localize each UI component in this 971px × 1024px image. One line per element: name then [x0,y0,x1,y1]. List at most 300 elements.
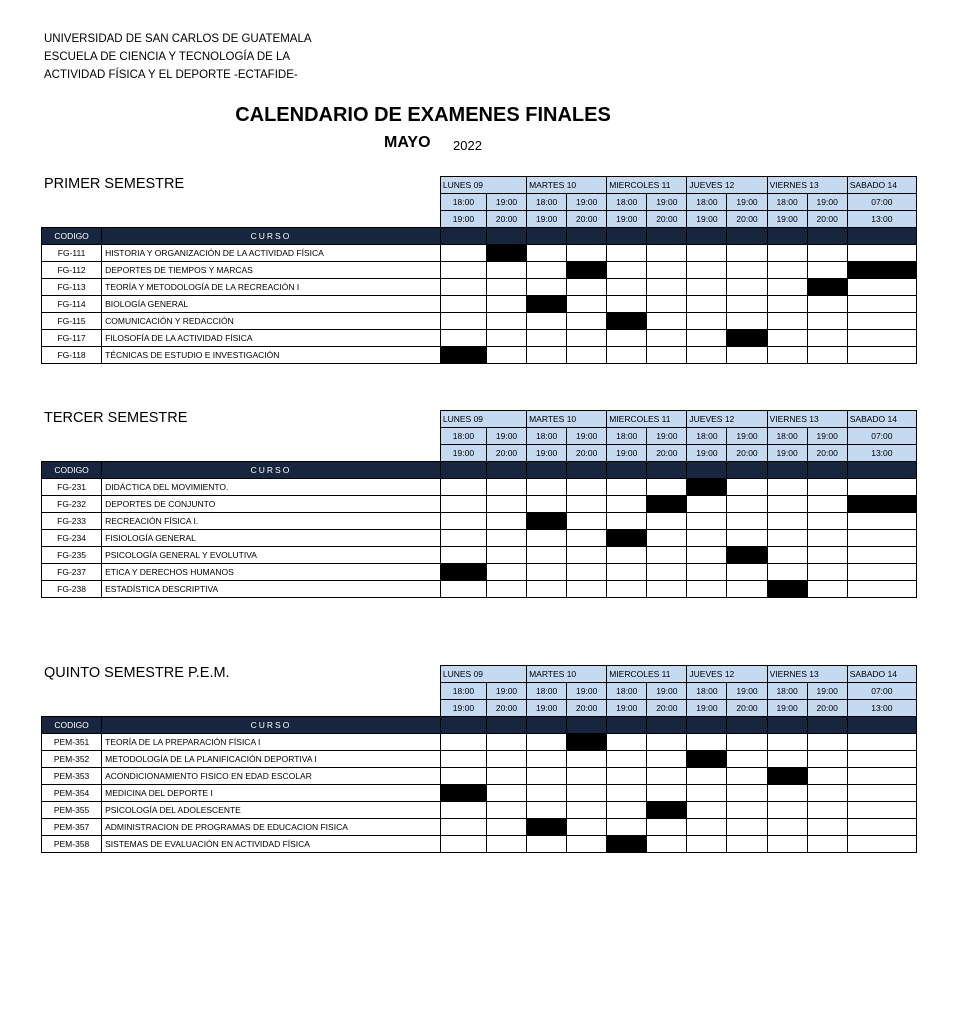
end-time-cell: 20:00 [486,700,526,717]
start-time-cell: 07:00 [847,428,916,445]
exam-slot [767,530,807,547]
exam-slot [727,296,767,313]
blank-cell [42,666,441,683]
exam-slot [647,734,687,751]
exam-slot [440,819,486,836]
day-header: LUNES 09 [440,666,526,683]
start-time-cell: 19:00 [727,428,767,445]
course-row [42,547,917,564]
start-time-cell: 19:00 [727,683,767,700]
header-slot-cell [567,717,607,734]
exam-slot [767,785,807,802]
start-time-cell: 18:00 [687,428,727,445]
column-header-row [42,228,917,245]
exam-slot [847,347,916,364]
exam-slot [767,564,807,581]
exam-slot [727,819,767,836]
exam-slot-marked [440,785,486,802]
end-time-cell: 20:00 [647,445,687,462]
exam-slot [727,751,767,768]
column-header-row [42,462,917,479]
course-name: MEDICINA DEL DEPORTE I [102,785,441,802]
end-time-cell: 20:00 [486,211,526,228]
course-code: FG-113 [42,279,102,296]
exam-slot-marked [607,530,647,547]
header-slot-cell [440,228,486,245]
exam-slot [687,496,727,513]
start-time-cell: 18:00 [527,428,567,445]
exam-slot [607,513,647,530]
exam-slot [807,581,847,598]
blank-cell [42,411,441,428]
exam-slot [567,313,607,330]
exam-slot [486,734,526,751]
header-slot-cell [567,462,607,479]
exam-slot [440,581,486,598]
exam-slot [486,530,526,547]
exam-slot [567,547,607,564]
header-slot-cell [767,717,807,734]
blank-cell [42,700,441,717]
exam-slot [527,785,567,802]
header-slot-cell [607,717,647,734]
exam-slot [567,330,607,347]
exam-slot [527,245,567,262]
exam-slot [807,313,847,330]
course-code: PEM-357 [42,819,102,836]
exam-slot [767,347,807,364]
exam-slot-marked [486,245,526,262]
blank-cell [42,683,441,700]
exam-slot [486,768,526,785]
exam-slot [807,836,847,853]
exam-slot [567,296,607,313]
exam-schedule-table [41,176,917,364]
exam-slot [767,479,807,496]
start-time-cell: 18:00 [607,428,647,445]
course-name: PSICOLOGÍA GENERAL Y EVOLUTIVA [102,547,441,564]
exam-slot [847,513,916,530]
start-time-row [42,428,917,445]
end-time-cell: 13:00 [847,700,916,717]
end-time-cell: 19:00 [440,211,486,228]
end-time-cell: 13:00 [847,445,916,462]
start-time-cell: 19:00 [727,194,767,211]
exam-slot-marked [567,734,607,751]
semester-title: QUINTO SEMESTRE P.E.M. [44,665,230,681]
course-name: HISTORIA Y ORGANIZACIÓN DE LA ACTIVIDAD FÍSICA [102,245,441,262]
exam-slot [607,347,647,364]
course-code: PEM-353 [42,768,102,785]
course-code: FG-112 [42,262,102,279]
exam-slot [847,245,916,262]
course-name: METODOLOGÍA DE LA PLANIFICACIÓN DEPORTIVA I [102,751,441,768]
exam-slot [727,313,767,330]
exam-schedule-table [41,665,917,853]
exam-slot [767,734,807,751]
exam-slot [607,279,647,296]
exam-slot [567,530,607,547]
course-code: PEM-358 [42,836,102,853]
course-code: FG-118 [42,347,102,364]
exam-slot [440,496,486,513]
header-slot-cell [847,462,916,479]
exam-slot-marked [647,496,687,513]
start-time-cell: 19:00 [647,428,687,445]
exam-slot [767,262,807,279]
course-name: FISIOLOGÍA GENERAL [102,530,441,547]
exam-slot [527,330,567,347]
exam-slot [687,802,727,819]
course-row [42,802,917,819]
exam-slot [647,547,687,564]
exam-slot-marked [767,581,807,598]
exam-slot-marked [440,564,486,581]
end-time-cell: 20:00 [567,445,607,462]
exam-slot [847,751,916,768]
exam-slot [440,279,486,296]
exam-slot [440,313,486,330]
day-header: MARTES 10 [527,411,607,428]
start-time-cell: 19:00 [807,194,847,211]
exam-slot [527,479,567,496]
start-time-cell: 19:00 [647,194,687,211]
end-time-cell: 19:00 [527,211,567,228]
exam-slot [607,330,647,347]
exam-slot [687,313,727,330]
header-slot-cell [687,462,727,479]
course-code: FG-115 [42,313,102,330]
exam-slot [527,530,567,547]
start-time-cell: 19:00 [486,683,526,700]
exam-slot [727,564,767,581]
exam-slot [607,262,647,279]
end-time-cell: 19:00 [767,211,807,228]
day-header: JUEVES 12 [687,411,767,428]
start-time-cell: 19:00 [807,428,847,445]
course-code: FG-231 [42,479,102,496]
start-time-cell: 18:00 [440,428,486,445]
start-time-row [42,194,917,211]
header-slot-cell [727,228,767,245]
exam-slot [486,330,526,347]
exam-slot [847,581,916,598]
header-slot-cell [807,717,847,734]
header-slot-cell [527,462,567,479]
exam-slot [847,768,916,785]
course-row [42,496,917,513]
exam-slot [807,768,847,785]
code-header: CODIGO [42,462,102,479]
header-slot-cell [440,717,486,734]
blank-cell [42,194,441,211]
header-slot-cell [767,462,807,479]
end-time-cell: 19:00 [607,700,647,717]
course-row [42,262,917,279]
exam-slot [440,296,486,313]
exam-slot [486,313,526,330]
exam-slot [527,313,567,330]
semester-title: PRIMER SEMESTRE [44,176,185,192]
exam-slot [440,262,486,279]
course-row [42,296,917,313]
day-header: LUNES 09 [440,177,526,194]
header-slot-cell [727,717,767,734]
end-time-cell: 19:00 [440,700,486,717]
exam-slot [687,245,727,262]
exam-slot [527,279,567,296]
course-name: ETICA Y DERECHOS HUMANOS [102,564,441,581]
exam-slot [847,802,916,819]
exam-slot-marked [687,751,727,768]
exam-slot [527,836,567,853]
end-time-cell: 20:00 [727,211,767,228]
exam-slot-marked [607,313,647,330]
column-header-row [42,717,917,734]
month-label: MAYO [384,134,431,151]
exam-slot [807,751,847,768]
course-code: PEM-352 [42,751,102,768]
start-time-cell: 18:00 [767,683,807,700]
institution-line: ACTIVIDAD FÍSICA Y EL DEPORTE -ECTAFIDE- [44,69,298,81]
exam-slot [567,347,607,364]
exam-slot [647,296,687,313]
exam-slot [607,581,647,598]
exam-slot [527,347,567,364]
day-header: SABADO 14 [847,177,916,194]
end-time-cell: 19:00 [527,700,567,717]
header-slot-cell [440,462,486,479]
exam-slot [486,479,526,496]
exam-slot [440,479,486,496]
course-row [42,245,917,262]
exam-slot [440,245,486,262]
exam-slot [607,734,647,751]
start-time-cell: 19:00 [567,428,607,445]
course-row [42,513,917,530]
exam-slot [486,836,526,853]
course-name: BIOLOGÍA GENERAL [102,296,441,313]
end-time-cell: 20:00 [647,700,687,717]
end-time-cell: 20:00 [567,211,607,228]
code-header: CODIGO [42,717,102,734]
exam-slot [807,513,847,530]
end-time-cell: 19:00 [687,211,727,228]
exam-slot [847,734,916,751]
header-slot-cell [647,717,687,734]
exam-slot [647,819,687,836]
blank-cell [42,428,441,445]
page-title: CALENDARIO DE EXAMENES FINALES [235,104,611,126]
blank-cell [42,445,441,462]
end-time-cell: 20:00 [567,700,607,717]
exam-slot [567,836,607,853]
exam-slot [727,245,767,262]
exam-slot [847,564,916,581]
exam-slot [727,279,767,296]
exam-slot [767,330,807,347]
day-header: MIERCOLES 11 [607,666,687,683]
exam-slot [727,530,767,547]
course-row [42,564,917,581]
exam-slot [440,751,486,768]
exam-slot-marked [847,496,916,513]
exam-slot [807,564,847,581]
exam-slot [567,819,607,836]
exam-slot [567,751,607,768]
exam-slot [486,513,526,530]
exam-slot [647,530,687,547]
header-slot-cell [567,228,607,245]
blank-cell [42,211,441,228]
course-row [42,819,917,836]
course-name: ACONDICIONAMIENTO FISICO EN EDAD ESCOLAR [102,768,441,785]
exam-slot [807,785,847,802]
exam-slot [687,819,727,836]
exam-slot [687,262,727,279]
exam-slot [647,313,687,330]
exam-slot [847,547,916,564]
end-time-cell: 13:00 [847,211,916,228]
exam-slot [767,836,807,853]
exam-slot [527,802,567,819]
course-row [42,785,917,802]
exam-slot [607,768,647,785]
exam-slot [440,802,486,819]
course-name: FILOSOFÍA DE LA ACTIVIDAD FÍSICA [102,330,441,347]
exam-slot [767,819,807,836]
exam-slot [567,279,607,296]
exam-slot [607,496,647,513]
course-row [42,581,917,598]
exam-slot [807,734,847,751]
exam-slot [807,330,847,347]
exam-slot [847,836,916,853]
exam-slot-marked [527,819,567,836]
exam-slot [807,245,847,262]
exam-slot [767,313,807,330]
end-time-cell: 20:00 [727,700,767,717]
exam-slot [647,581,687,598]
day-header: VIERNES 13 [767,177,847,194]
end-time-cell: 19:00 [687,700,727,717]
exam-slot [687,296,727,313]
day-header: SABADO 14 [847,666,916,683]
course-row [42,313,917,330]
day-header: JUEVES 12 [687,666,767,683]
exam-slot [486,547,526,564]
exam-slot [647,479,687,496]
exam-slot [647,785,687,802]
exam-slot-marked [687,479,727,496]
course-code: FG-234 [42,530,102,547]
exam-slot [527,768,567,785]
exam-slot [440,530,486,547]
header-slot-cell [486,462,526,479]
header-slot-cell [687,228,727,245]
exam-slot [847,330,916,347]
exam-slot-marked [647,802,687,819]
exam-slot [440,768,486,785]
exam-slot [727,479,767,496]
course-row [42,279,917,296]
exam-slot [567,245,607,262]
start-time-cell: 18:00 [607,194,647,211]
exam-slot [807,547,847,564]
course-header: CURSO [102,717,441,734]
course-row [42,530,917,547]
exam-slot [687,768,727,785]
day-header: JUEVES 12 [687,177,767,194]
course-name: RECREACIÓN FÍSICA I. [102,513,441,530]
exam-slot [687,347,727,364]
exam-slot [486,564,526,581]
header-slot-cell [847,228,916,245]
header-slot-cell [807,462,847,479]
exam-slot [567,496,607,513]
start-time-cell: 18:00 [687,683,727,700]
start-time-cell: 19:00 [807,683,847,700]
year-label: 2022 [453,138,482,153]
start-time-cell: 19:00 [567,194,607,211]
exam-slot [767,802,807,819]
header-slot-cell [847,717,916,734]
exam-slot [807,802,847,819]
course-name: DEPORTES DE CONJUNTO [102,496,441,513]
exam-slot [807,530,847,547]
end-time-cell: 20:00 [727,445,767,462]
start-time-cell: 18:00 [440,194,486,211]
course-name: ADMINISTRACION DE PROGRAMAS DE EDUCACION FISICA [102,819,441,836]
exam-slot [607,564,647,581]
exam-slot [727,581,767,598]
start-time-cell: 19:00 [647,683,687,700]
end-time-cell: 20:00 [647,211,687,228]
course-name: SISTEMAS DE EVALUACIÓN EN ACTIVIDAD FÍSICA [102,836,441,853]
start-time-cell: 18:00 [440,683,486,700]
course-row [42,836,917,853]
end-time-cell: 19:00 [607,445,647,462]
exam-schedule-table [41,410,917,598]
course-code: FG-117 [42,330,102,347]
end-time-cell: 20:00 [807,211,847,228]
exam-slot-marked [847,262,916,279]
exam-slot [607,547,647,564]
exam-slot [567,564,607,581]
exam-slot [440,547,486,564]
start-time-cell: 18:00 [687,194,727,211]
exam-slot [847,785,916,802]
course-name: DIDÁCTICA DEL MOVIMIENTO. [102,479,441,496]
header-slot-cell [647,462,687,479]
exam-slot [647,279,687,296]
header-slot-cell [607,462,647,479]
exam-slot [527,496,567,513]
exam-slot [687,564,727,581]
exam-slot [607,819,647,836]
exam-slot [727,347,767,364]
exam-slot [727,802,767,819]
exam-slot [807,262,847,279]
exam-slot [767,513,807,530]
exam-slot [847,819,916,836]
exam-slot [567,802,607,819]
exam-slot [687,734,727,751]
course-code: PEM-354 [42,785,102,802]
exam-slot [727,513,767,530]
exam-slot [486,279,526,296]
exam-slot-marked [727,547,767,564]
